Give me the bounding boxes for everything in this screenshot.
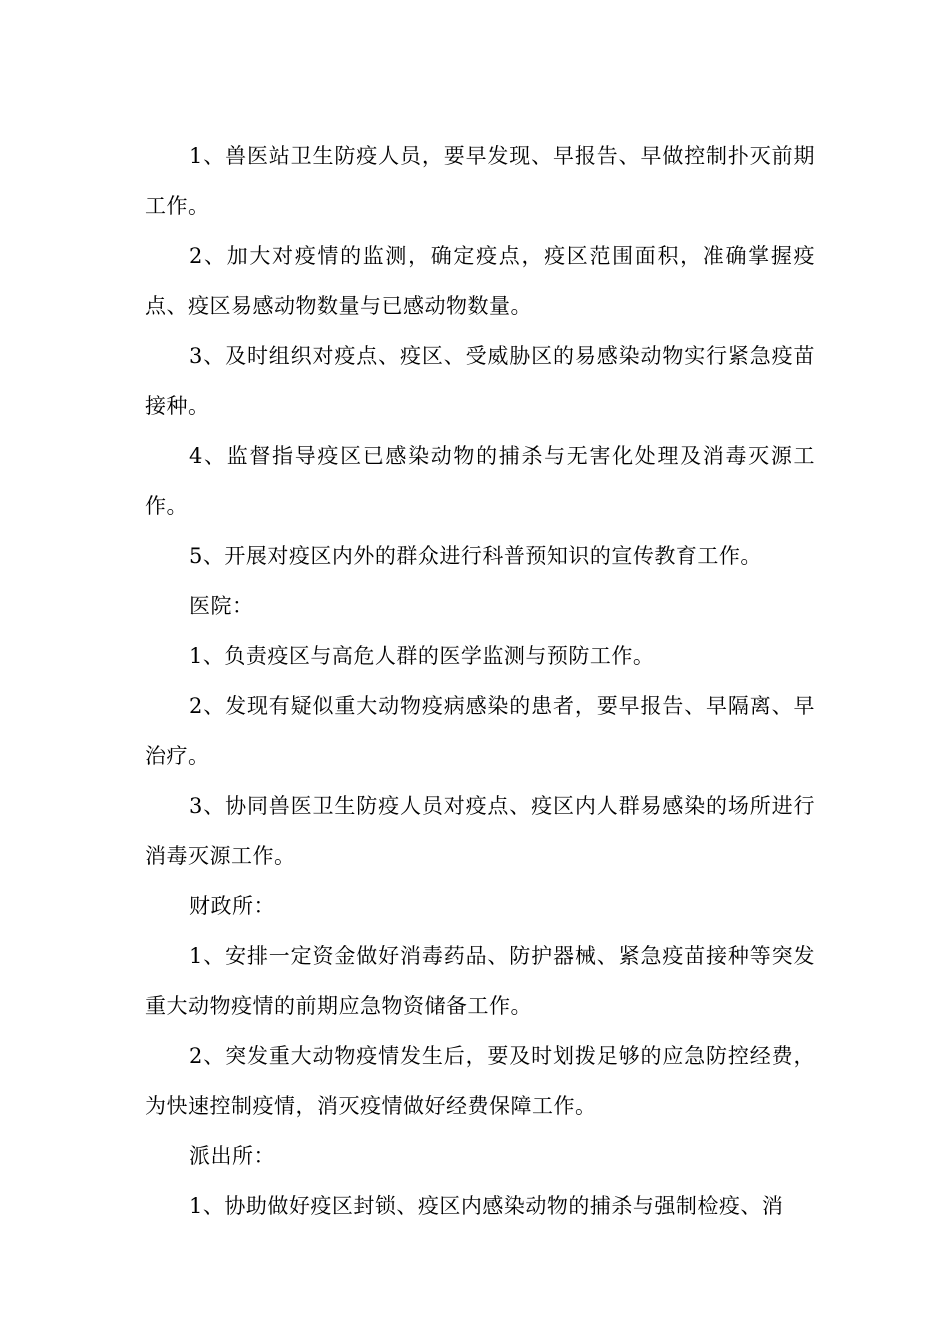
paragraph-hospital-3: 3、协同兽医卫生防疫人员对疫点、疫区内人群易感染的场所进行消毒灭源工作。 [145, 794, 815, 868]
document-body [145, 131, 815, 1231]
section-heading-finance: 财政所： [189, 894, 275, 918]
section-heading-police: 派出所： [189, 1144, 275, 1168]
paragraph-hospital-1: 1、负责疫区与高危人群的医学监测与预防工作。 [189, 644, 655, 668]
paragraph-vet-4: 4、监督指导疫区已感染动物的捕杀与无害化处理及消毒灭源工作。 [145, 444, 815, 518]
paragraph-vet-5: 5、开展对疫区内外的群众进行科普预知识的宣传教育工作。 [189, 544, 762, 568]
paragraph-finance-1: 1、安排一定资金做好消毒药品、防护器械、紧急疫苗接种等突发重大动物疫情的前期应急物资储备工作。 [145, 944, 815, 1018]
paragraph-vet-2: 2、加大对疫情的监测，确定疫点，疫区范围面积，准确掌握疫点、疫区易感动物数量与已感动物数量。 [145, 244, 815, 318]
paragraph-finance-2: 2、突发重大动物疫情发生后，要及时划拨足够的应急防控经费，为快速控制疫情，消灭疫情做好经费保障工作。 [145, 1044, 815, 1118]
section-heading-hospital: 医院： [189, 594, 254, 618]
paragraph-vet-1: 1、兽医站卫生防疫人员，要早发现、早报告、早做控制扑灭前期工作。 [145, 144, 815, 218]
paragraph-vet-3: 3、及时组织对疫点、疫区、受威胁区的易感染动物实行紧急疫苗接种。 [145, 344, 815, 418]
paragraph-police-1: 1、协助做好疫区封锁、疫区内感染动物的捕杀与强制检疫、消 [189, 1194, 784, 1218]
paragraph-hospital-2: 2、发现有疑似重大动物疫病感染的患者，要早报告、早隔离、早治疗。 [145, 694, 815, 768]
